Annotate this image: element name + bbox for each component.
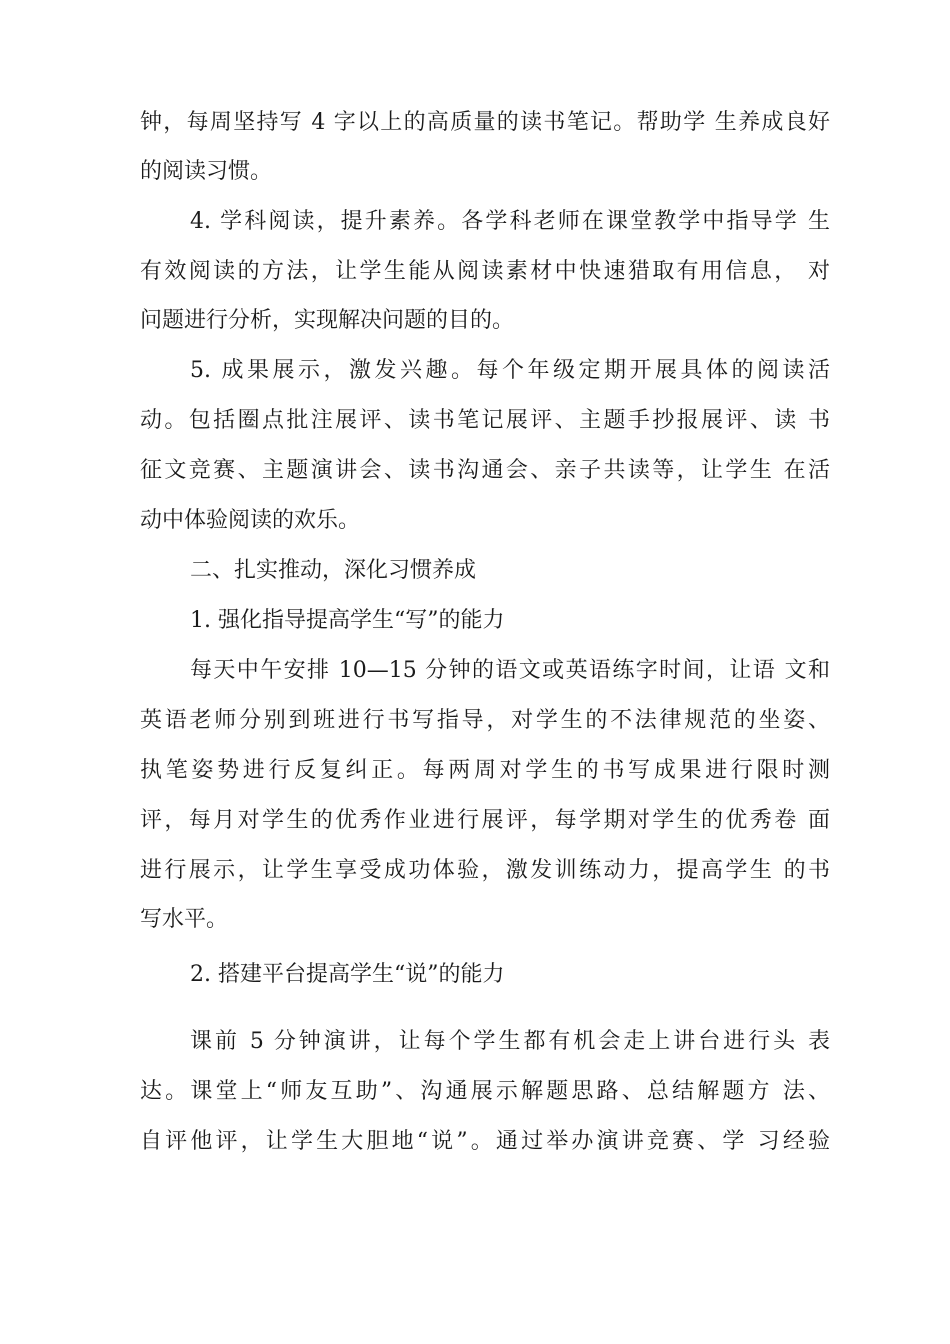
text-line: 动。包括圈点批注展评、读书笔记展评、主题手抄报展评、读 书 — [140, 408, 830, 433]
text-line: 问题进行分析，实现解决问题的目的。 — [140, 308, 515, 333]
text-line: 课前 5 分钟演讲，让每个学生都有机会走上讲台进行头 表 — [190, 1029, 830, 1054]
text-line: 英语老师分别到班进行书写指导，对学生的不法律规范的坐姿、 — [140, 708, 830, 733]
subsection-heading: 2. 搭建平台提高学生“说”的能力 — [190, 962, 505, 987]
subsection-heading: 1. 强化指导提高学生“写”的能力 — [190, 608, 505, 633]
text-line: 5. 成果展示，激发兴趣。每个年级定期开展具体的阅读活 — [190, 358, 830, 383]
text-line: 写水平。 — [140, 907, 229, 932]
text-line: 动中体验阅读的欢乐。 — [140, 508, 361, 533]
section-heading: 二、扎实推动，深化习惯养成 — [190, 558, 477, 583]
text-line: 征文竞赛、主题演讲会、读书沟通会、亲子共读等，让学生 在活 — [140, 458, 830, 483]
text-line: 执笔姿势进行反复纠正。每两周对学生的书写成果进行限时测 — [140, 758, 830, 783]
text-line: 钟，每周坚持写 4 字以上的高质量的读书笔记。帮助学 生养成良好 — [140, 110, 830, 135]
text-line: 每天中午安排 10—15 分钟的语文或英语练字时间，让语 文和 — [190, 658, 830, 683]
text-line: 的阅读习惯。 — [140, 159, 273, 184]
text-line: 进行展示，让学生享受成功体验，激发训练动力，提高学生 的书 — [140, 858, 830, 883]
text-line: 评，每月对学生的优秀作业进行展评，每学期对学生的优秀卷 面 — [140, 808, 830, 833]
text-line: 自评他评，让学生大胆地“说”。通过举办演讲竞赛、学 习经验 — [140, 1129, 830, 1154]
text-line: 4. 学科阅读，提升素养。各学科老师在课堂教学中指导学 生 — [190, 209, 830, 234]
text-line: 达。课堂上“师友互助”、沟通展示解题思路、总结解题方 法、 — [140, 1079, 830, 1104]
text-line: 有效阅读的方法，让学生能从阅读素材中快速猎取有用信息， 对 — [140, 259, 830, 284]
